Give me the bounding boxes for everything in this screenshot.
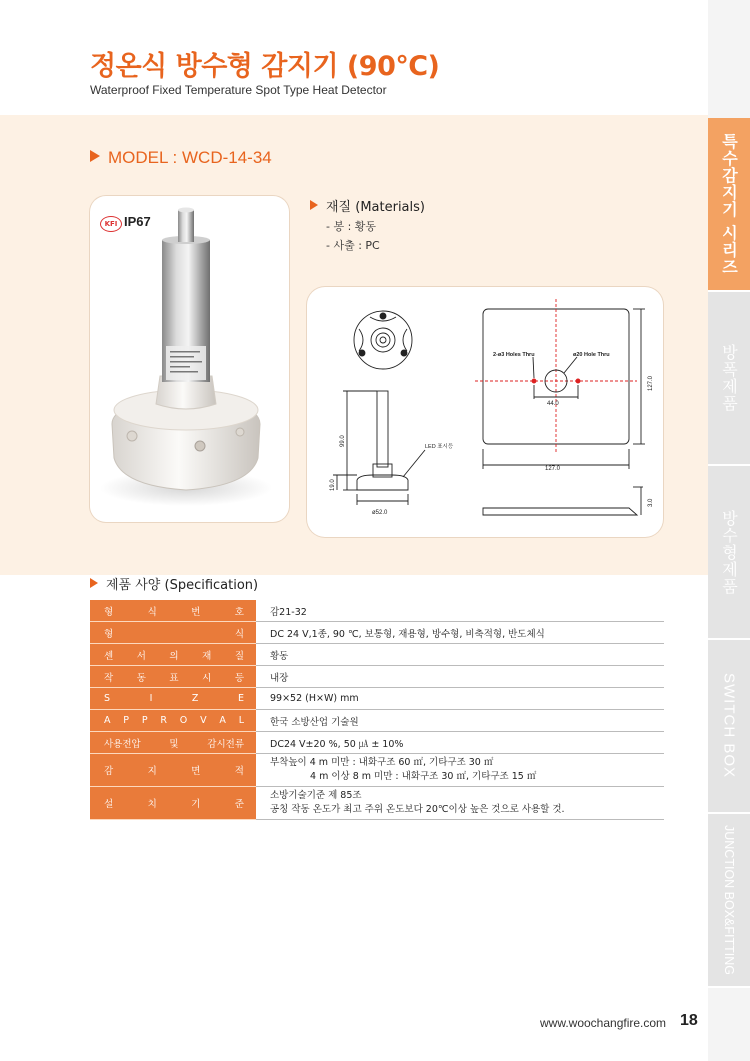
detector-top-view [354,311,412,369]
spec-value [256,787,664,820]
materials-item: - 사출 : PC [326,239,380,252]
dim-diameter-52: ø52.0 [372,510,388,516]
tab-label: 방수형제품 [719,509,739,595]
spec-label: A P P R O V A L [90,710,256,732]
page-number: 18 [680,1012,698,1029]
kfi-logo: KFI [100,216,122,232]
table-row [90,754,664,787]
spec-value: DC24 V±20 %, 50 ㎂ ± 10% [256,732,664,754]
spec-label: 형 식 번 호 [90,600,256,622]
spec-value: 한국 소방산업 기술원 [256,710,664,732]
spec-value [256,754,664,787]
triangle-bullet-icon [90,578,98,588]
table-row [90,666,664,688]
hole-big-callout: ø20 Hole Thru [573,352,610,358]
tab-label: 특수감지기 시리즈 [719,132,739,276]
dim-plate-width-127: 127.0 [545,466,561,472]
spec-label: 사용전압 및 감시전류 [90,732,256,754]
page-title: 정온식 방수형 감지기 (90℃) [90,51,440,82]
spec-value-line: 소방기술기준 제 85조 [270,790,362,801]
dim-height-19: 19.0 [330,479,336,491]
model-label: MODEL : WCD-14-34 [108,148,272,167]
table-row [90,688,664,710]
spec-value: 내장 [256,666,664,688]
spec-value: 황동 [256,644,664,666]
spec-label: 작 동 표 시 등 [90,666,256,688]
tab-junction-box[interactable] [708,814,750,986]
dim-plate-thickness-3: 3.0 [648,498,654,507]
table-row [90,644,664,666]
spec-label: S I Z E [90,688,256,710]
spec-heading-text: 제품 사양 (Specification) [106,578,259,593]
spec-value-line: 부착높이 4 m 미만 : 내화구조 60 ㎡, 기타구조 30 ㎡ [270,757,494,768]
dim-height-99: 99.0 [340,435,346,447]
category-sidebar [708,0,750,1061]
dim-hole-spacing-44: 44.0 [547,401,559,407]
table-row [90,787,664,820]
materials-section [310,196,425,253]
footer-website: www.woochangfire.com [540,1016,667,1030]
materials-item: - 봉 : 황동 [326,220,377,233]
table-row [90,710,664,732]
mounting-plate-drawing [475,299,645,515]
triangle-bullet-icon [310,200,318,210]
materials-title [310,196,425,215]
technical-drawing [307,287,663,537]
triangle-bullet-icon [90,150,100,162]
materials-title-text: 재질 (Materials) [326,200,425,215]
detector-side-view [333,391,425,505]
tab-explosion-proof[interactable] [708,292,750,464]
spec-table [90,600,664,820]
tab-label: JUNCTION BOX&FITTING [722,825,736,975]
spec-label: 형 식 [90,622,256,644]
spec-label: 센 서 의 재 질 [90,644,256,666]
spec-value-line: 공칭 작동 온도가 최고 주위 온도보다 20℃이상 높은 것으로 사용할 것. [270,804,565,815]
table-row [90,622,664,644]
spec-value: DC 24 V,1종, 90 ℃, 보통형, 재용형, 방수형, 비축적형, 반도체식 [256,622,664,644]
sidebar-top-spacer [708,0,750,118]
tab-special-detectors[interactable] [708,118,750,290]
product-photo-card [90,196,289,522]
spec-value: 99×52 (H×W) mm [256,688,664,710]
technical-drawing-card [307,287,663,537]
page-subtitle: Waterproof Fixed Temperature Spot Type Heat Detector [90,83,387,97]
spec-label: 감 지 면 적 [90,754,256,787]
tab-label: SWITCH BOX [720,673,738,779]
spec-heading [90,574,258,593]
ip-rating: IP67 [124,214,151,229]
table-row [90,732,664,754]
table-row [90,600,664,622]
holes-small-callout: 2-ø3 Holes Thru [493,352,535,358]
tab-switch-box[interactable] [708,640,750,812]
spec-value-line: 4 m 이상 8 m 미만 : 내화구조 30 ㎡, 기타구조 15 ㎡ [310,771,537,782]
tab-label: 방폭제품 [719,344,739,412]
model-heading [90,148,272,168]
detector-photo-illustration [90,196,289,522]
dim-plate-height-127: 127.0 [648,375,654,391]
spec-label: 설 치 기 준 [90,787,256,820]
sidebar-bottom-spacer [708,988,750,1061]
led-callout: LED 표시등 [425,444,454,450]
spec-value: 감21-32 [256,600,664,622]
tab-waterproof[interactable] [708,466,750,638]
